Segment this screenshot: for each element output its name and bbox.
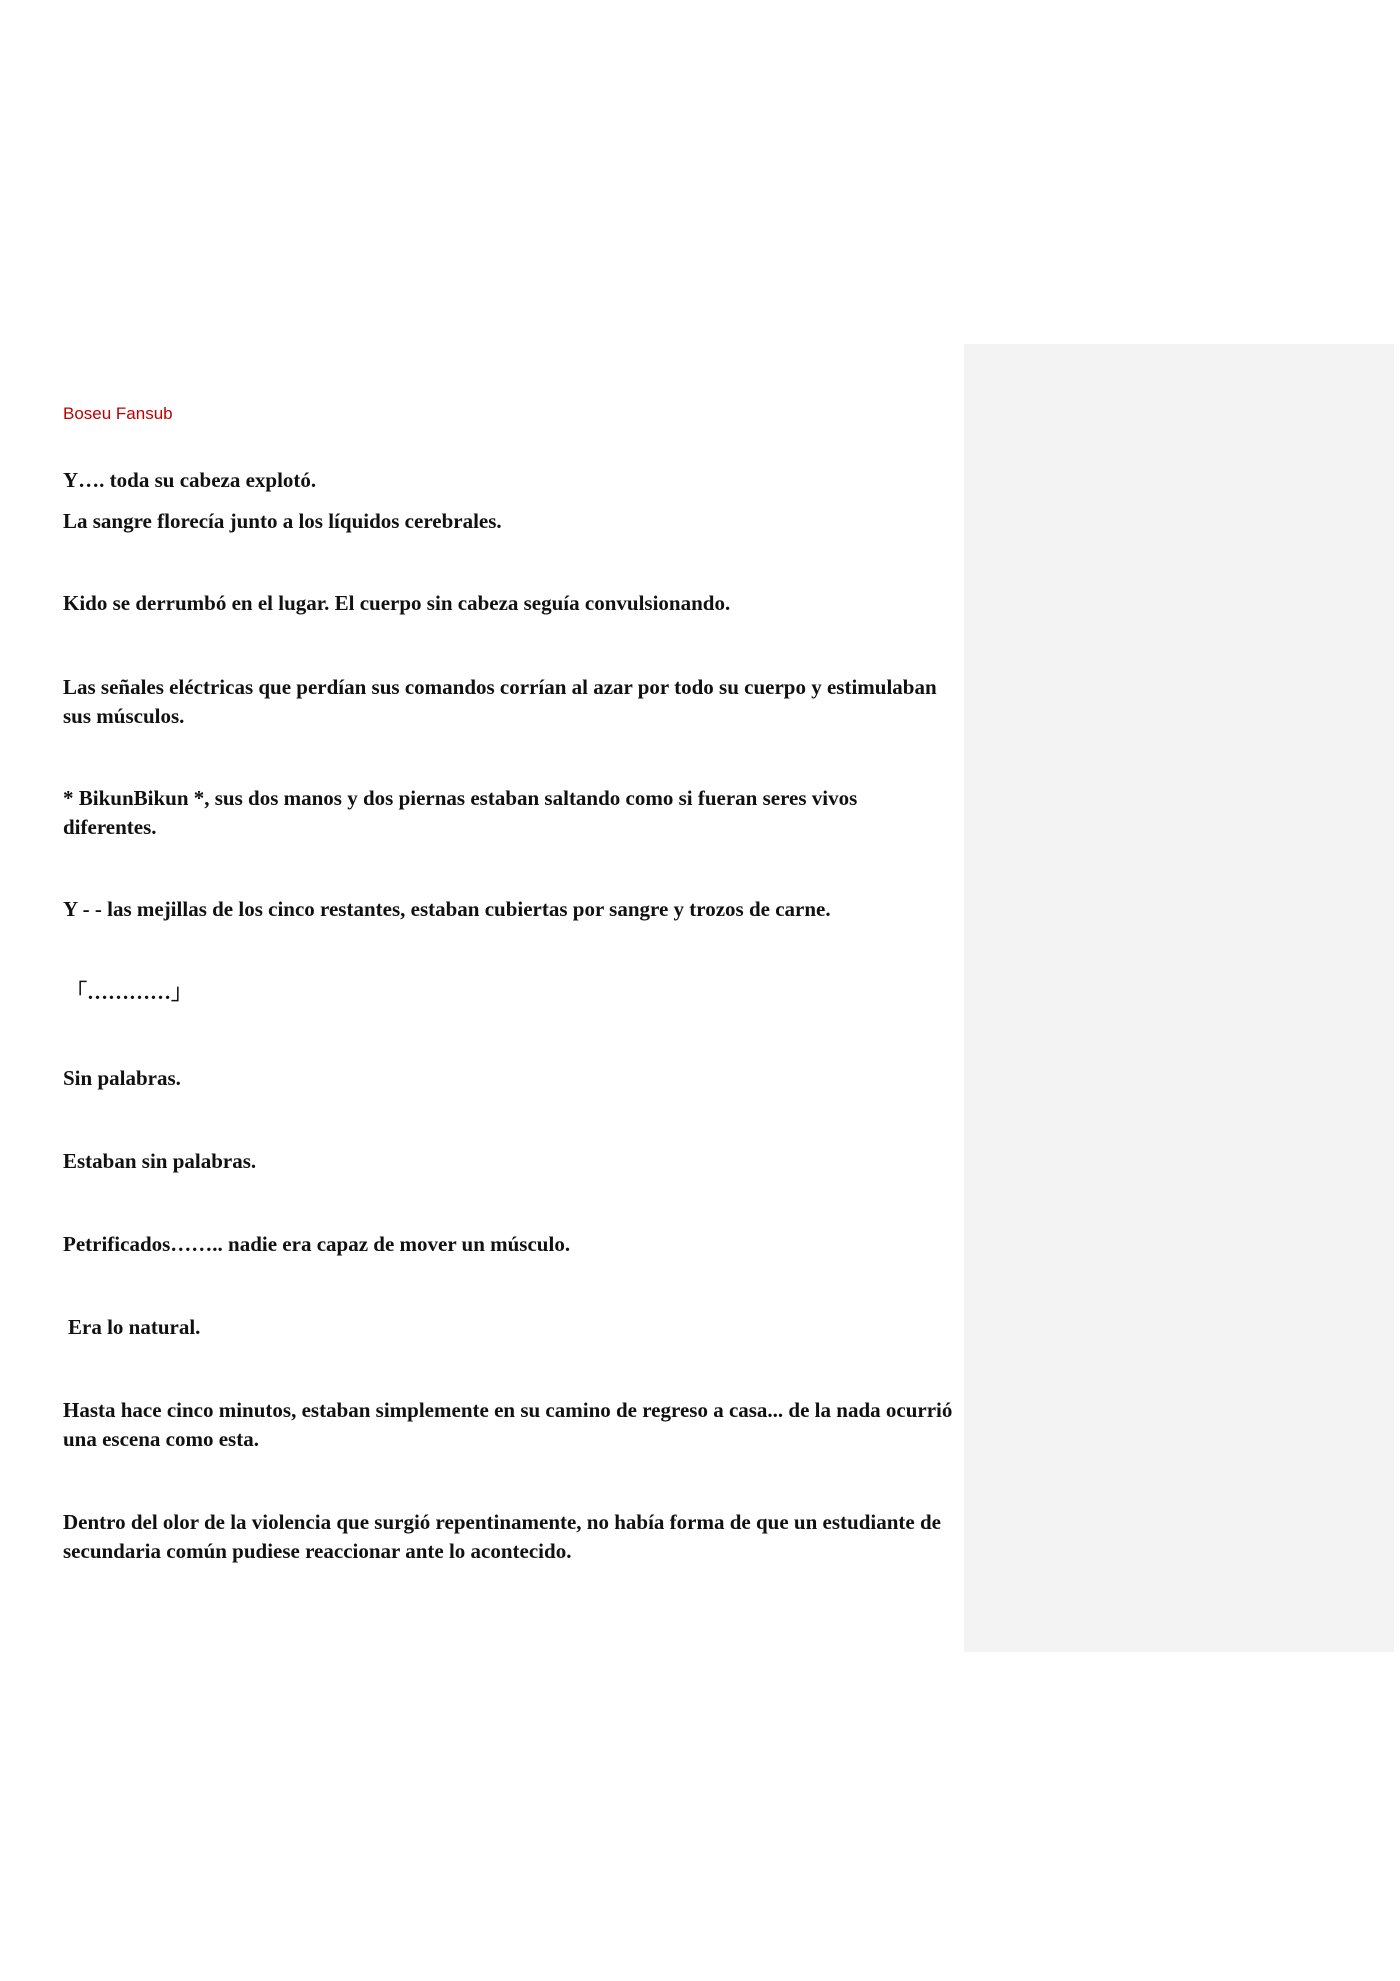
paragraph-3: Kido se derrumbó en el lugar. El cuerpo sin cabeza seguía convulsionando. (63, 591, 731, 615)
paragraph-5: * BikunBikun *, sus dos manos y dos piernas estaban saltando como si fueran seres vivos diferentes. (63, 786, 858, 839)
comment-pane (964, 344, 1394, 1652)
paragraph-11: Era lo natural. (68, 1315, 201, 1339)
paragraph-7: 「…………」 (66, 980, 192, 1004)
paragraph-2: La sangre florecía junto a los líquidos cerebrales. (63, 509, 502, 533)
paragraph-13: Dentro del olor de la violencia que surgió repentinamente, no había forma de que un estudiante de secundaria común pudiese reaccionar ante lo acontecido. (63, 1510, 941, 1563)
paragraph-4: Las señales eléctricas que perdían sus comandos corrían al azar por todo su cuerpo y estimulaban sus músculos. (63, 675, 937, 728)
paragraph-1: Y…. toda su cabeza explotó. (63, 468, 317, 492)
paragraph-10: Petrificados…….. nadie era capaz de mover un músculo. (63, 1232, 571, 1256)
fansub-header: Boseu Fansub (63, 404, 173, 423)
paragraph-6: Y - - las mejillas de los cinco restantes, estaban cubiertas por sangre y trozos de carne. (63, 897, 831, 921)
paragraph-8: Sin palabras. (63, 1066, 181, 1090)
paragraph-9: Estaban sin palabras. (63, 1149, 257, 1173)
paragraph-12: Hasta hace cinco minutos, estaban simplemente en su camino de regreso a casa... de la nada ocurrió una escena como esta. (63, 1398, 953, 1451)
